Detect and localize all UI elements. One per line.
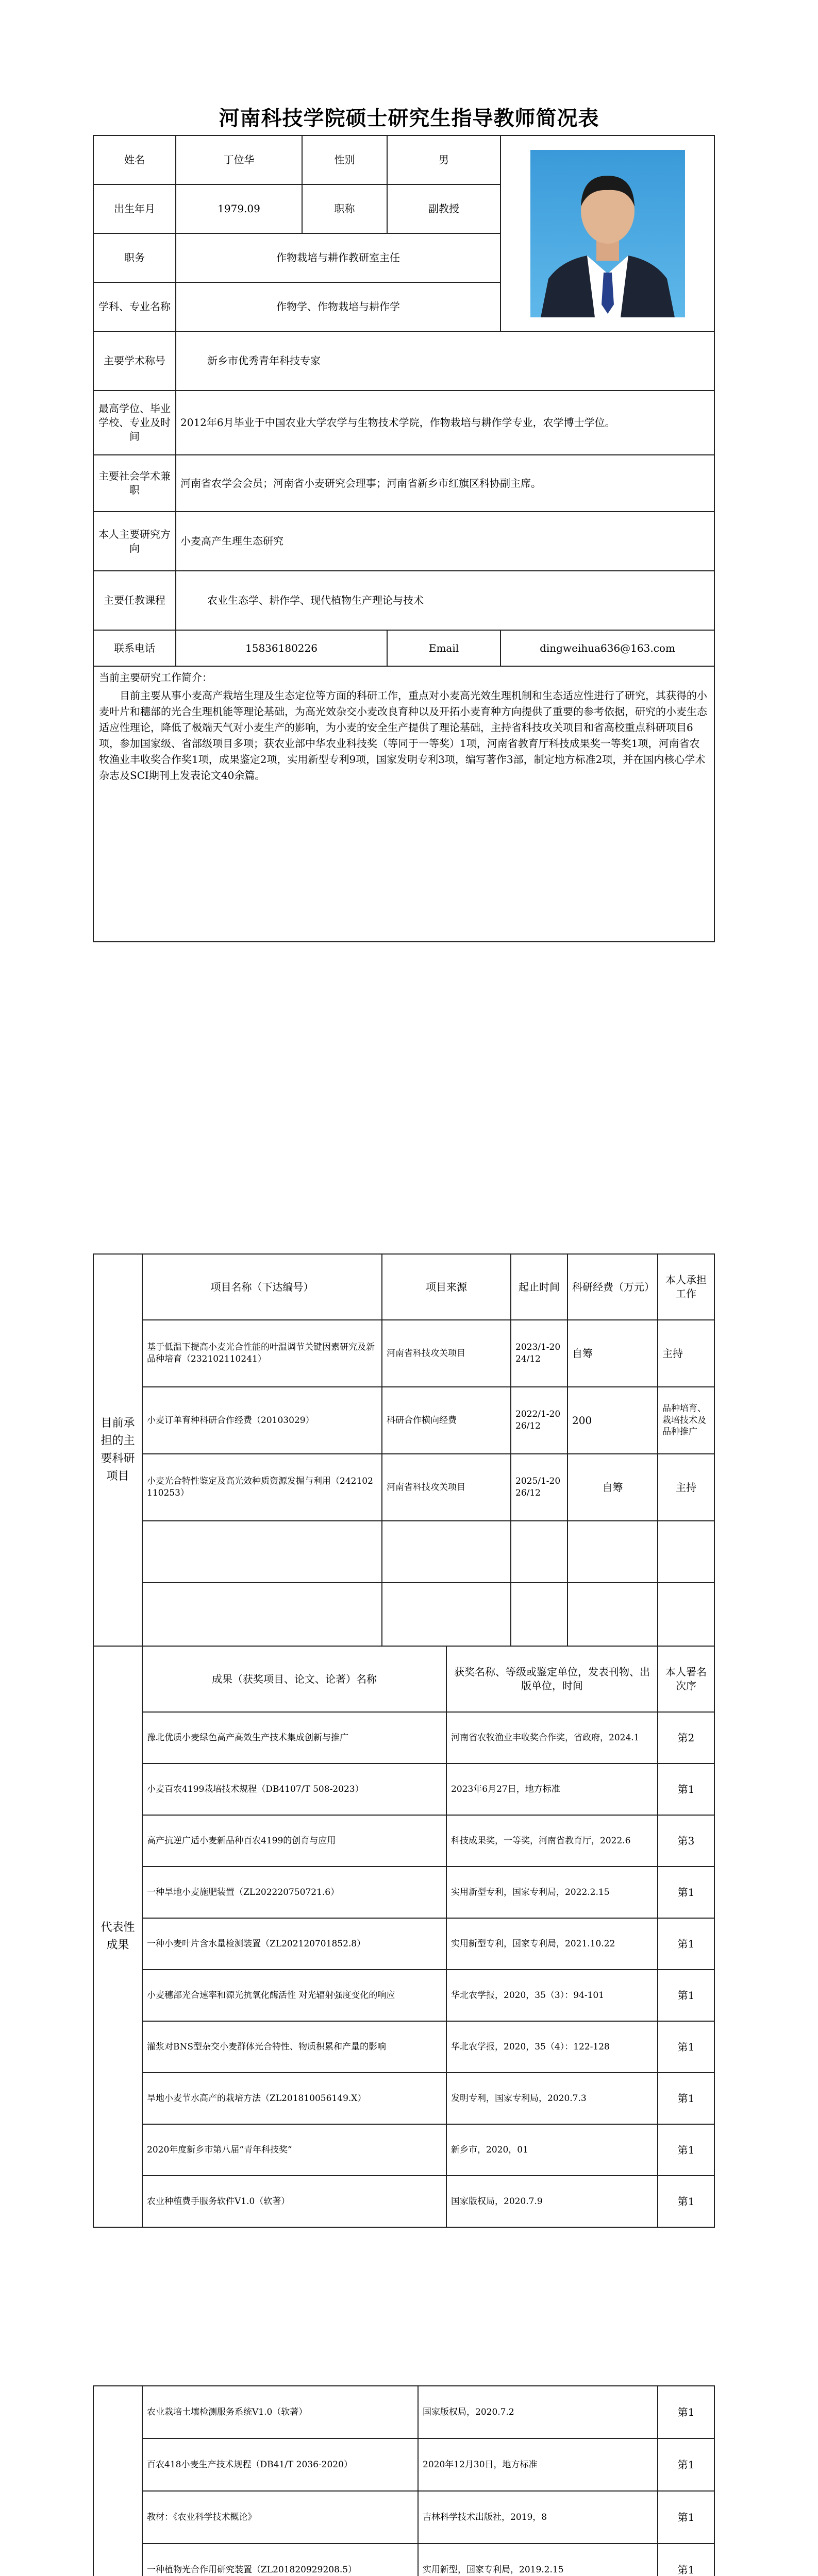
- achievement-row-14-name: 一种植物光合作用研究装置（ZL201820929208.5）: [142, 2544, 418, 2576]
- achievements-header-rank: 本人署名次序: [658, 1646, 714, 1712]
- project-row-2-source: 科研合作横向经费: [382, 1387, 511, 1454]
- document-title: 河南科技学院硕士研究生指导教师简况表: [219, 107, 599, 130]
- gender-label: 性别: [302, 135, 387, 184]
- direction-label: 本人主要研究方向: [93, 512, 176, 571]
- achievement-row-3-name: 高产抗逆广适小麦新品种百农4199的创育与应用: [142, 1815, 446, 1867]
- project-row-4-role: [658, 1521, 714, 1583]
- phone-value: 15836180226: [176, 630, 387, 666]
- achievement-row-1-award: 河南省农牧渔业丰收奖合作奖，省政府，2024.1: [446, 1712, 658, 1764]
- achievement-row-11-name: 农业栽培土壤检测服务系统V1.0（软著）: [142, 2386, 418, 2438]
- email-label: Email: [387, 630, 500, 666]
- achievement-row-6-rank: 第1: [658, 1970, 714, 2021]
- achievement-row-9-award: 新乡市，2020，01: [446, 2124, 658, 2176]
- courses-label: 主要任教课程: [93, 571, 176, 630]
- achievement-row-3-rank: 第3: [658, 1815, 714, 1867]
- achievement-row-5-award: 实用新型专利，国家专利局，2021.10.22: [446, 1918, 658, 1970]
- achievement-row-6-name: 小麦穗部光合速率和源光抗氧化酶活性 对光辐射强度变化的响应: [142, 1970, 446, 2021]
- achievement-row-2-name: 小麦百农4199栽培技术规程（DB4107/T 508-2023）: [142, 1764, 446, 1815]
- birth-label: 出生年月: [93, 184, 176, 233]
- title-label: 职称: [302, 184, 387, 233]
- honor-label: 主要学术称号: [93, 331, 176, 391]
- social-label: 主要社会学术兼职: [93, 455, 176, 512]
- achievement-row-3-award: 科技成果奖，一等奖，河南省教育厅，2022.6: [446, 1815, 658, 1867]
- achievement-row-5-rank: 第1: [658, 1918, 714, 1970]
- achievement-row-11-rank: 第1: [658, 2386, 714, 2438]
- project-row-2-funds: 200: [567, 1387, 658, 1454]
- achievement-row-6-award: 华北农学报，2020，35（3）：94-101: [446, 1970, 658, 2021]
- project-row-5-role: [658, 1583, 714, 1646]
- duty-value: 作物栽培与耕作教研室主任: [176, 233, 500, 282]
- courses-value: 农业生态学、耕作学、现代植物生产理论与技术: [176, 571, 714, 630]
- achievement-row-11-award: 国家版权局，2020.7.2: [418, 2386, 658, 2438]
- basic-info-table: [93, 135, 715, 942]
- project-row-2-role: 品种培育、栽培技术及品种推广: [658, 1387, 714, 1454]
- project-row-4-period: [511, 1521, 567, 1583]
- achievement-row-13-name: 教材：《农业科学技术概论》: [142, 2491, 418, 2544]
- projects-header-funds: 科研经费（万元）: [567, 1254, 658, 1320]
- achievement-row-9-name: 2020年度新乡市第八届“青年科技奖”: [142, 2124, 446, 2176]
- project-row-4-name: [142, 1521, 382, 1583]
- projects-header-role: 本人承担工作: [658, 1254, 714, 1320]
- project-row-4-source: [382, 1521, 511, 1583]
- achievement-row-14-award: 实用新型，国家专利局，2019.2.15: [418, 2544, 658, 2576]
- achievement-row-7-rank: 第1: [658, 2021, 714, 2073]
- achievements-continued-side: [93, 2386, 142, 2576]
- projects-header-period: 起止时间: [511, 1254, 567, 1320]
- edu-label: 最高学位、毕业学校、专业及时间: [93, 391, 176, 455]
- achievement-row-2-award: 2023年6月27日，地方标准: [446, 1764, 658, 1815]
- name-label: 姓名: [93, 135, 176, 184]
- projects-header-source: 项目来源: [382, 1254, 511, 1320]
- achievement-row-4-rank: 第1: [658, 1867, 714, 1918]
- achievement-row-1-rank: 第2: [658, 1712, 714, 1764]
- project-row-3-role: 主持: [658, 1454, 714, 1521]
- portrait-photo-icon: [530, 150, 685, 317]
- achievements-header-name: 成果（获奖项目、论文、论著）名称: [142, 1646, 446, 1712]
- email-value: dingweihua636@163.com: [500, 630, 714, 666]
- achievement-row-1-name: 豫北优质小麦绿色高产高效生产技术集成创新与推广: [142, 1712, 446, 1764]
- achievement-row-5-name: 一种小麦叶片含水量检测装置（ZL202120701852.8）: [142, 1918, 446, 1970]
- project-row-1-source: 河南省科技攻关项目: [382, 1320, 511, 1387]
- achievement-row-4-name: 一种旱地小麦施肥装置（ZL202220750721.6）: [142, 1867, 446, 1918]
- achievement-row-10-award: 国家版权局，2020.7.9: [446, 2176, 658, 2227]
- achievements-side-label: 代表性成果: [93, 1646, 142, 2227]
- achievement-row-7-name: 灌浆对BNS型杂交小麦群体光合特性、物质积累和产量的影响: [142, 2021, 446, 2073]
- edu-value: 2012年6月毕业于中国农业大学农学与生物技术学院，作物栽培与耕作学专业，农学博士学位。: [176, 391, 714, 455]
- project-row-5-funds: [567, 1583, 658, 1646]
- project-row-1-name: 基于低温下提高小麦光合性能的叶温调节关键因素研究及新品种培育（232102110241）: [142, 1320, 382, 1387]
- achievements-header-award: 获奖名称、等级或鉴定单位，发表刊物、出版单位，时间: [446, 1646, 658, 1712]
- achievement-row-12-rank: 第1: [658, 2438, 714, 2491]
- achievement-row-13-award: 吉林科学技术出版社，2019，8: [418, 2491, 658, 2544]
- projects-side-label: 目前承担的主要科研项目: [93, 1254, 142, 1646]
- project-row-3-funds: 自筹: [567, 1454, 658, 1521]
- achievement-row-10-name: 农业种植费手服务软件V1.0（软著）: [142, 2176, 446, 2227]
- projects-achievements-table: [93, 1253, 715, 2228]
- projects-header-name: 项目名称（下达编号）: [142, 1254, 382, 1320]
- achievement-row-4-award: 实用新型专利，国家专利局，2022.2.15: [446, 1867, 658, 1918]
- achievement-row-14-rank: 第1: [658, 2544, 714, 2576]
- project-row-3-period: 2025/1-2026/12: [511, 1454, 567, 1521]
- title-value: 副教授: [387, 184, 500, 233]
- achievements-continued-table: [93, 2385, 715, 2576]
- research-intro-heading: 当前主要研究工作简介：: [99, 671, 212, 684]
- project-row-1-role: 主持: [658, 1320, 714, 1387]
- achievement-row-2-rank: 第1: [658, 1764, 714, 1815]
- project-row-1-period: 2023/1-2024/12: [511, 1320, 567, 1387]
- project-row-5-source: [382, 1583, 511, 1646]
- achievement-row-13-rank: 第1: [658, 2491, 714, 2544]
- social-value: 河南省农学会会员；河南省小麦研究会理事；河南省新乡市红旗区科协副主席。: [176, 455, 714, 512]
- gender-value: 男: [387, 135, 500, 184]
- project-row-2-name: 小麦订单育种科研合作经费（20103029）: [142, 1387, 382, 1454]
- project-row-5-period: [511, 1583, 567, 1646]
- achievement-row-8-rank: 第1: [658, 2073, 714, 2124]
- major-label: 学科、专业名称: [93, 282, 176, 331]
- achievement-row-7-award: 华北农学报，2020，35（4）：122-128: [446, 2021, 658, 2073]
- project-row-2-period: 2022/1-2026/12: [511, 1387, 567, 1454]
- duty-label: 职务: [93, 233, 176, 282]
- birth-value: 1979.09: [176, 184, 302, 233]
- phone-label: 联系电话: [93, 630, 176, 666]
- project-row-4-funds: [567, 1521, 658, 1583]
- name-value: 丁位华: [176, 135, 302, 184]
- achievement-row-10-rank: 第1: [658, 2176, 714, 2227]
- project-row-3-name: 小麦光合特性鉴定及高光效种质资源发掘与利用（242102110253）: [142, 1454, 382, 1521]
- direction-value: 小麦高产生理生态研究: [176, 512, 714, 571]
- project-row-5-name: [142, 1583, 382, 1646]
- achievement-row-12-award: 2020年12月30日，地方标准: [418, 2438, 658, 2491]
- major-value: 作物学、作物栽培与耕作学: [176, 282, 500, 331]
- achievement-row-9-rank: 第1: [658, 2124, 714, 2176]
- achievement-row-12-name: 百农418小麦生产技术规程（DB41/T 2036-2020）: [142, 2438, 418, 2491]
- profile-photo: [500, 135, 714, 331]
- honor-value: 新乡市优秀青年科技专家: [176, 331, 714, 391]
- project-row-1-funds: 自筹: [567, 1320, 658, 1387]
- research-intro-body: 目前主要从事小麦高产栽培生理及生态定位等方面的科研工作，重点对小麦高光效生理机制和生态适应性进行了研究，其获得的小麦叶片和穗部的光合生理机能等理论基础，为高光效杂交小麦改良育种以及开拓小麦育种方向提供了重要的参考依据，研究的小麦生态适应性理论，降低了极端天气对小麦生产的影响，为小麦的安全生产提供了理论基础，主持省科技攻关项目和省高校重点科研项目6项，参加国家级、省部级项目多项；获农业部中华农业科技奖（等同于一等奖）1项，河南省教育厅科技成果奖一等奖1项，河南省农牧渔业丰收奖合作奖1项，成果鉴定2项，实用新型专利9项，国家发明专利3项，编写著作3部，制定地方标准2项，并在国内核心学术杂志及SCI期刊上发表论文40余篇。: [99, 689, 707, 782]
- achievement-row-8-award: 发明专利，国家专利局，2020.7.3: [446, 2073, 658, 2124]
- project-row-3-source: 河南省科技攻关项目: [382, 1454, 511, 1521]
- achievement-row-8-name: 旱地小麦节水高产的栽培方法（ZL201810056149.X）: [142, 2073, 446, 2124]
- research-intro: [93, 666, 714, 942]
